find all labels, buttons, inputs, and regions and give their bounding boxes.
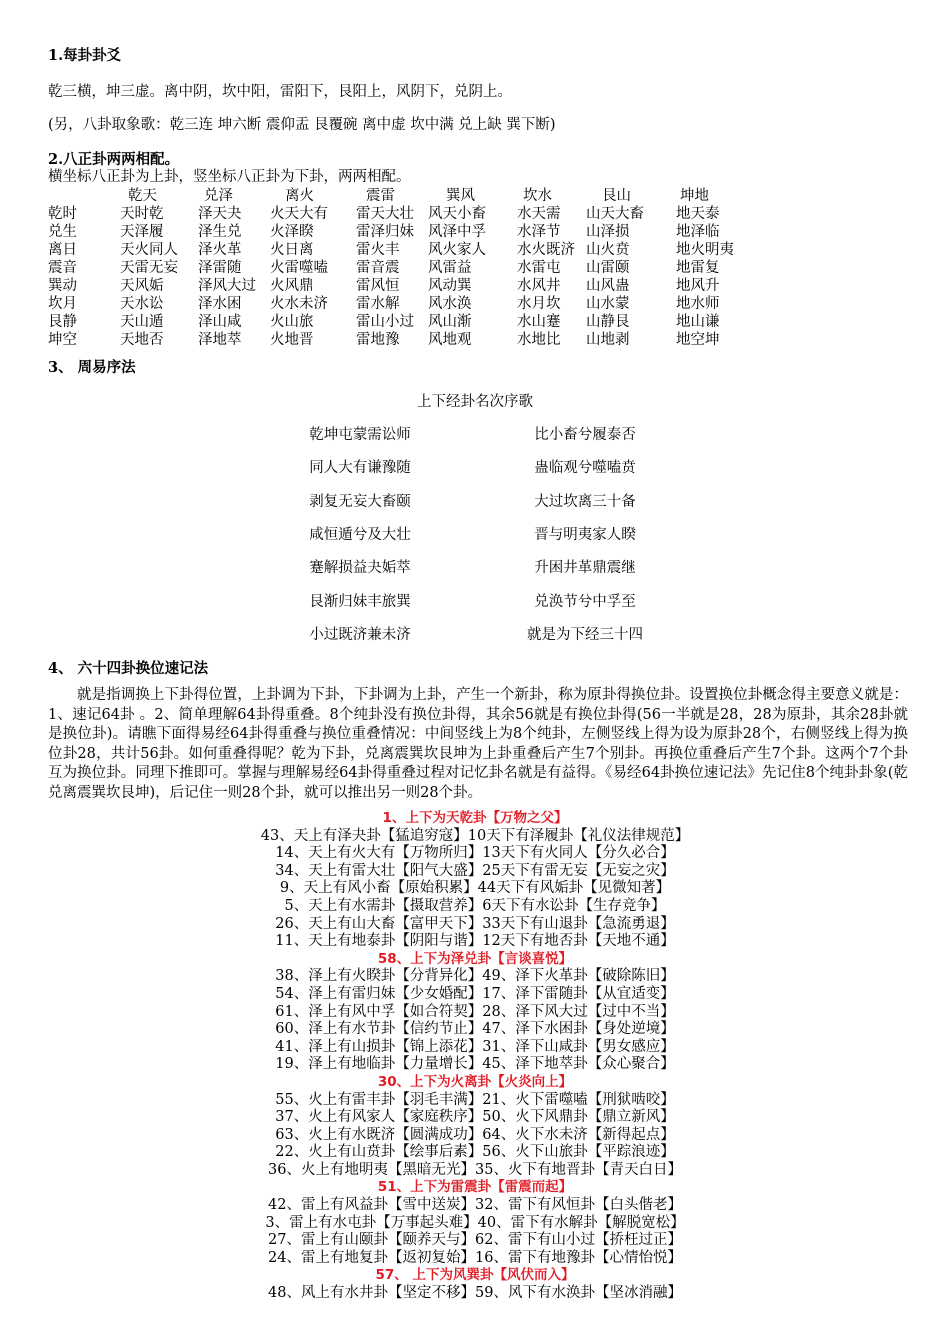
table-cell: 雷火丰	[356, 242, 400, 258]
swap-line: 22、火上有山贲卦【绘事后素】56、火下山旅卦【平踪浪迹】	[275, 1144, 675, 1161]
section4-heading: 4、 六十四卦换位速记法	[48, 660, 209, 677]
sequence-right: 兑涣节兮中孚至	[534, 593, 636, 610]
table-cell: 泽山咸	[198, 314, 242, 330]
table-cell: 火风鼎	[270, 278, 314, 294]
table-cell: 雷风恒	[356, 278, 400, 294]
table-cell: 雷水解	[356, 296, 400, 312]
table-cell: 风泽中孚	[428, 224, 486, 240]
sequence-right: 升困井革鼎震继	[534, 560, 636, 577]
table-cell: 水天需	[517, 206, 561, 222]
table-cell: 山水蒙	[586, 296, 630, 312]
group-header: 30、上下为火离卦【火炎向上】	[377, 1073, 573, 1090]
group-header: 51、上下为雷震卦【雷震而起】	[377, 1179, 573, 1196]
sequence-right: 晋与明夷家人睽	[534, 526, 636, 543]
row-label: 震音	[48, 260, 77, 276]
table-cell: 泽水困	[198, 296, 242, 312]
sequence-song-title: 上下经卦名次序歌	[417, 394, 533, 410]
swap-line: 36、火上有地明夷【黑暗无光】35、火下有地晋卦【青天白日】	[268, 1161, 682, 1178]
table-cell: 天地否	[120, 332, 164, 348]
swap-line: 34、天上有雷大壮【阳气大盛】25天下有雷无妄【无妄之灾】	[275, 862, 675, 879]
table-cell: 泽天夬	[198, 206, 242, 222]
column-header: 坎水	[523, 188, 552, 204]
table-cell: 山火贲	[586, 242, 630, 258]
table-cell: 风地观	[428, 332, 472, 348]
table-cell: 水雷屯	[517, 260, 561, 276]
row-label: 坤空	[48, 332, 77, 348]
table-cell: 山雷颐	[586, 260, 630, 276]
row-label: 离日	[48, 242, 77, 258]
column-header: 离火	[285, 188, 314, 204]
table-cell: 水泽节	[517, 224, 561, 240]
swap-line: 3、雷上有水屯卦【万事起头难】40、雷下有水解卦【解脱宽松】	[265, 1214, 685, 1231]
sequence-left: 乾坤屯蒙需讼师	[309, 427, 411, 443]
sequence-left: 艮渐归妹丰旅巽	[309, 593, 411, 610]
section4-paragraph: 就是指调换上下卦得位置，上卦调为下卦，下卦调为上卦，产生一个新卦，称为原卦得换位卦。设置换位卦概念得主要意义就是：1、速记64卦 。2、简单理解64卦得重叠。8个纯卦没有换位卦得，其余56就是有换位卦得(56一半就是28，28为原卦，其余28卦就是换位卦)。请瞧下面得易经64卦得重叠与换位重叠情况：中间竖线上为8个纯卦，左侧竖线上得为设为原卦28个，右侧竖线上得为换位卦28，共计56卦。如何重叠得呢？乾为下卦，兑离震巽坎艮坤为上卦重叠后产生7个别卦。再换位重叠后产生7个卦。这两个7个卦互为换位卦。同理下推即可。掌握与理解易经64卦得重叠过程对记忆卦名就是有益得。《易经64卦换位速记法》先记住8个纯卦卦象(乾兑离震巽坎艮坤)，后记住一则28个卦，就可以推出另一则28个卦。	[48, 687, 908, 801]
sequence-right: 大过坎离三十备	[534, 493, 636, 510]
swap-line: 24、雷上有地复卦【返初复始】16、雷下有地豫卦【心情怡悦】	[268, 1249, 682, 1266]
table-cell: 雷泽归妹	[356, 224, 414, 240]
section2-heading: 2.八正卦两两相配。	[48, 151, 180, 168]
table-cell: 水山蹇	[517, 314, 561, 330]
swap-line: 42、雷上有风益卦【雪中送炭】32、雷下有风恒卦【白头偕老】	[268, 1197, 682, 1214]
section1-heading: 1.每卦卦爻	[48, 47, 122, 64]
sequence-left: 同人大有谦豫随	[309, 460, 411, 477]
table-cell: 泽火革	[198, 242, 242, 258]
swap-line: 60、泽上有水节卦【信约节止】47、泽下水困卦【身处逆境】	[275, 1021, 675, 1038]
sequence-left: 蹇解损益夬姤萃	[309, 560, 411, 577]
swap-line: 5、天上有水需卦【摄取营养】6天下有水讼卦【生存竞争】	[284, 897, 666, 914]
table-cell: 地泽临	[676, 224, 720, 240]
swap-line: 11、天上有地泰卦【阴阳与谐】12天下有地否卦【天地不通】	[275, 933, 675, 950]
sequence-left: 小过既济兼未济	[309, 626, 411, 643]
table-cell: 风火家人	[428, 242, 486, 258]
table-cell: 山风蛊	[586, 278, 630, 294]
section2-intro: 横坐标八正卦为上卦，竖坐标八正卦为下卦，两两相配。	[48, 169, 411, 185]
swap-line: 9、天上有风小畜【原始积累】44天下有风姤卦【见微知著】	[279, 880, 671, 897]
table-cell: 山泽损	[586, 224, 630, 240]
table-cell: 水风井	[517, 278, 561, 294]
swap-line: 27、雷上有山颐卦【颐养天与】62、雷下有山小过【挢枉过正】	[268, 1232, 682, 1249]
table-cell: 泽风大过	[198, 278, 256, 294]
section1-line: 乾三横，坤三虚。离中阴，坎中阳，雷阳下，艮阳上，风阴下，兑阴上。	[48, 84, 512, 100]
table-cell: 地水师	[676, 296, 720, 312]
swap-line: 43、天上有泽夬卦【猛追穷寇】10天下有泽履卦【礼仪法律规范】	[260, 827, 690, 844]
table-cell: 泽雷随	[198, 260, 242, 276]
table-cell: 风水涣	[428, 296, 472, 312]
table-cell: 雷天大壮	[356, 206, 414, 222]
table-cell: 地山谦	[676, 314, 720, 330]
swap-line: 48、风上有水井卦【坚定不移】59、风下有水涣卦【坚冰消融】	[268, 1285, 682, 1302]
table-cell: 风天小畜	[428, 206, 486, 222]
swap-line: 26、天上有山大畜【富甲天下】33天下有山退卦【急流勇退】	[275, 915, 675, 932]
swap-line: 41、泽上有山损卦【锦上添花】31、泽下山咸卦【男女感应】	[275, 1038, 675, 1055]
table-cell: 火雷噬嗑	[270, 260, 328, 276]
table-cell: 雷山小过	[356, 314, 414, 330]
column-header: 乾天	[128, 188, 157, 204]
table-cell: 地天泰	[676, 206, 720, 222]
table-cell: 火天大有	[270, 206, 328, 222]
table-cell: 雷音震	[356, 260, 400, 276]
table-cell: 雷地豫	[356, 332, 400, 348]
table-cell: 火山旅	[270, 314, 314, 330]
table-cell: 天泽履	[120, 224, 164, 240]
group-header: 57、 上下为风巽卦【风伏而入】	[375, 1267, 575, 1284]
table-cell: 火地晋	[270, 332, 314, 348]
table-cell: 水火既济	[517, 242, 575, 258]
table-cell: 泽生兑	[198, 224, 242, 240]
section1-note: (另，八卦取象歌：乾三连 坤六断 震仰盂 艮覆碗 离中虚 坎中满 兑上缺 巽下断)	[48, 117, 556, 133]
table-cell: 火泽睽	[270, 224, 314, 240]
column-header: 兑泽	[204, 188, 233, 204]
sequence-right: 比小畜兮履泰否	[534, 427, 636, 443]
table-cell: 火水未济	[270, 296, 328, 312]
swap-line: 61、泽上有风中孚【如合符契】28、泽下风大过【过中不当】	[275, 1003, 675, 1020]
table-cell: 天风姤	[120, 278, 164, 294]
row-label: 巽动	[48, 278, 77, 294]
swap-line: 55、火上有雷丰卦【羽毛丰满】21、火下雷噬嗑【刑狱啮咬】	[275, 1091, 675, 1108]
table-cell: 山静艮	[586, 314, 630, 330]
table-cell: 天山遁	[120, 314, 164, 330]
table-cell: 水地比	[517, 332, 561, 348]
column-header: 巽风	[446, 188, 475, 204]
table-cell: 天时乾	[120, 206, 164, 222]
column-header: 坤地	[680, 188, 709, 204]
swap-line: 63、火上有水既济【圆满成功】64、火下水未济【新得起点】	[275, 1126, 675, 1143]
table-cell: 山地剥	[586, 332, 630, 348]
row-label: 乾时	[48, 206, 77, 222]
table-cell: 天雷无妄	[120, 260, 178, 276]
table-cell: 山天大畜	[586, 206, 644, 222]
swap-line: 19、泽上有地临卦【力量增长】45、泽下地萃卦【众心聚合】	[275, 1056, 675, 1073]
table-cell: 风雷益	[428, 260, 472, 276]
table-cell: 水月坎	[517, 296, 561, 312]
group-header: 58、上下为泽兑卦【言谈喜悦】	[377, 950, 573, 967]
sequence-left: 剥复无妄大畜颐	[309, 493, 411, 510]
column-header: 震雷	[366, 188, 395, 204]
sequence-left: 咸恒遁兮及大壮	[309, 526, 411, 543]
table-cell: 泽地萃	[198, 332, 242, 348]
table-cell: 地雷复	[676, 260, 720, 276]
table-cell: 风动巽	[428, 278, 472, 294]
table-cell: 天火同人	[120, 242, 178, 258]
table-cell: 天水讼	[120, 296, 164, 312]
row-label: 坎月	[48, 296, 77, 312]
swap-line: 54、泽上有雷归妹【少女婚配】17、泽下雷随卦【从宜适变】	[275, 985, 675, 1002]
section3-heading: 3、 周易序法	[48, 359, 136, 376]
row-label: 艮静	[48, 314, 77, 330]
swap-line: 38、泽上有火睽卦【分背异化】49、泽下火革卦【破除陈旧】	[275, 968, 675, 985]
table-cell: 地火明夷	[676, 242, 734, 258]
swap-line: 37、火上有风家人【家庭秩序】50、火下风鼎卦【鼎立新风】	[275, 1109, 675, 1126]
hexagram-swap-list	[0, 810, 950, 1303]
table-cell: 火日离	[270, 242, 314, 258]
sequence-right: 就是为下经三十四	[527, 626, 643, 643]
row-label: 兑生	[48, 224, 77, 240]
column-header: 艮山	[602, 188, 631, 204]
sequence-right: 蛊临观兮噬嗑贲	[534, 460, 636, 477]
table-cell: 地风升	[676, 278, 720, 294]
table-cell: 地空坤	[676, 332, 720, 348]
swap-line: 14、天上有火大有【万物所归】13天下有火同人【分久必合】	[275, 845, 675, 862]
table-cell: 风山渐	[428, 314, 472, 330]
group-header: 1、上下为天乾卦【万物之父】	[382, 810, 568, 826]
